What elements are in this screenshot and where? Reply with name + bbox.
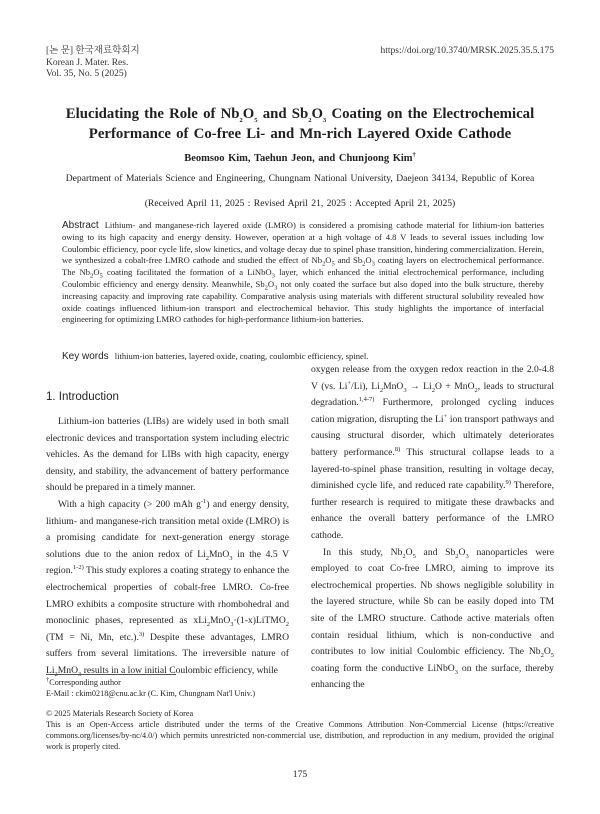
text: O	[543, 646, 551, 658]
subscript: 3	[465, 552, 469, 560]
footnote-mark: †	[46, 676, 50, 684]
subscript: 3	[274, 284, 278, 292]
subscript: 3	[371, 261, 375, 269]
text: With a high capacity (> 200 mAh g	[58, 498, 201, 510]
subscript: 3	[230, 621, 234, 629]
superscript: +	[347, 379, 352, 387]
journal-name-english: Korean J. Mater. Res.	[46, 57, 129, 68]
body-column-right	[311, 362, 554, 694]
text: and Sb	[415, 546, 456, 558]
superscript: +	[443, 412, 448, 420]
body-column-left	[46, 360, 289, 680]
subscript: 2	[540, 652, 544, 659]
abstract-text: O	[267, 278, 275, 289]
footnote-text: Corresponding author	[49, 678, 121, 687]
journal-header	[46, 46, 140, 81]
journal-name-korean: [논 문] 한국재료학회지	[46, 46, 140, 56]
text: results in a low initial Coulombic efficiency, while	[81, 664, 278, 676]
page-number: 175	[292, 769, 308, 780]
subscript: 5	[254, 116, 258, 124]
text: oxygen release from the oxygen redox reaction in the 2.0-4.8 V (vs. Li	[311, 364, 554, 392]
article-title	[40, 104, 560, 144]
abstract-text: coating facilitated the formation of a LiNbO	[102, 267, 272, 278]
text: → Li	[406, 380, 432, 392]
subscript: 3	[271, 272, 275, 280]
subscript: 5	[99, 272, 103, 280]
superscript: -1	[200, 497, 207, 505]
subscript: 2	[308, 116, 312, 124]
subscript: 2	[362, 261, 366, 269]
text: O + MnO	[434, 380, 475, 392]
text: in the 4.5 V region.	[46, 548, 289, 577]
subscript: 2	[264, 284, 268, 292]
subscript: 3	[454, 668, 458, 676]
copyright-line: © 2025 Materials Research Society of Korea	[46, 709, 194, 718]
abstract-text: not only coated the surface but also doped into the bulk structure, thereby increasing capacity and improving rate capability. Comparative analysis using materials with different structural solubility revealed how oxide coatings influenced lithium-ion transport and electrochemical behavior. This study highlights the importance of interfacial engineering for optimizing LMRO cathodes for high-performance lithium-ion batteries.	[62, 278, 544, 325]
abstract-text: coating layers on electrochemical performance. The Nb	[62, 255, 545, 278]
text: O	[405, 546, 413, 558]
abstract-text: and Sb	[334, 255, 363, 266]
subscript: 2	[239, 116, 243, 124]
text: ) and energy density, lithium- and manganese-rich transition metal oxide (LMRO) is a promising candidate for next-generation energy storage solutions due to the anion redox of Li	[46, 498, 289, 560]
received-dates: (Received April 11, 2025 : Revised April 21, 2025 : Accepted April 21, 2025)	[144, 198, 456, 209]
subscript: 2	[402, 552, 406, 560]
text: MnO	[210, 615, 231, 627]
subscript: 3	[229, 554, 233, 562]
text: This structural collapse leads to a layered-to-spinel phase transition, resulting in voltage decay, diminished cycle life, and reduced rate capability.	[311, 446, 554, 492]
corresponding-mark: †	[412, 151, 416, 159]
text: coating form the conductive LiNbO	[311, 662, 455, 674]
text: This study explores a coating strategy to enhance the electrochemical properties of cobalt-free LMRO. Co-free LMRO exhibits a composite structure with rhombohedral and monoclinic phases, represented as xLi	[46, 565, 289, 627]
text: ion transport pathways and causing structural disorder, which ultimately deteriorates battery performance.	[311, 413, 554, 458]
text: ·(1-x)LiTMO	[233, 615, 286, 627]
keywords-text: lithium-ion batteries, layered oxide, coating, coulombic efficiency, spinel.	[114, 351, 369, 361]
citation[interactable]: 9)	[505, 478, 511, 486]
text: Therefore, further research is required to mitigate these drawbacks and enhance the overall battery performance of the LMRO cathode.	[311, 480, 555, 541]
subscript: 2	[474, 386, 478, 394]
text: Despite these advantages, LMRO suffers from several limitations. The irreversible nature of Li	[46, 631, 289, 676]
text: /Li), Li	[351, 380, 380, 392]
text: O	[458, 546, 466, 558]
license-text: This is an Open-Access article distributed under the terms of the Creative Commons Attribution Non-Commercial License (https://creative commons.org/licenses/by-nc/4.0/) which permits unrestricted non-commercial use, distribution, and reproduction in any medium, provided the original work is properly cited.	[46, 720, 554, 751]
subscript: 2	[205, 554, 210, 562]
subscript: 3	[323, 116, 327, 124]
subscript: 2	[90, 272, 94, 280]
corresponding-email[interactable]: E-Mail : ckim0218@cnu.ac.kr (C. Kim, Chungnam Nat'l Univ.)	[46, 689, 256, 698]
title-text: O	[311, 106, 324, 122]
paragraph	[311, 545, 554, 694]
keywords-label: Key words	[62, 351, 109, 362]
subscript: 3	[403, 386, 407, 394]
copyright-notice	[46, 708, 554, 752]
subscript: 2	[54, 670, 58, 678]
paragraph: Lithium-ion batteries (LIBs) are widely used in both small electronic devices and transportation system including electric vehicles. As the demand for LIBs with high capacity, energy density, and stability, the advancement of battery performance should be prepared in a timely manner.	[46, 416, 289, 494]
subscript: 5	[550, 652, 554, 659]
paragraph	[311, 362, 554, 545]
footnote-divider	[46, 674, 176, 675]
text: MnO	[57, 664, 79, 676]
subscript: 2	[431, 386, 435, 394]
text: nanoparticles were employed to coat Co-free LMRO, aiming to improve its electrochemical properties. Nb shows negligible solubility in the layered structure, while Sb can be easily doped into TM site of the LMRO structure. Cathode active materials often contain residual lithium, which is non-conductive and contributes to low initial Coulombic efficiency. The Nb	[311, 546, 554, 658]
subscript: 2	[379, 386, 384, 394]
subscript: 2	[285, 621, 289, 629]
text: In this study, Nb	[323, 546, 403, 558]
subscript: 2	[206, 621, 211, 629]
abstract-text: O	[325, 255, 332, 266]
title-text: Elucidating the Role of Nb	[65, 106, 240, 122]
title-text: and Sb	[257, 106, 309, 122]
text: MnO	[209, 548, 230, 560]
subscript: 5	[412, 552, 416, 560]
text: on the surface, thereby enhancing the	[311, 662, 554, 691]
footnote	[46, 677, 255, 699]
subscript: 5	[331, 261, 335, 269]
title-text: Coating on the Electrochemical	[326, 106, 535, 122]
affiliation: Department of Materials Science and Engineering, Chungnam National University, Daejeon 34134, Republic of Korea	[65, 173, 535, 184]
citation[interactable]: 1-2)	[72, 564, 84, 572]
citation[interactable]: 3)	[138, 630, 145, 638]
citation[interactable]: 8)	[394, 445, 401, 453]
doi-link[interactable]: https://doi.org/10.3740/MRSK.2025.35.5.175	[380, 46, 554, 56]
text: MnO	[383, 380, 404, 392]
text: (TM = Ni, Mn, etc.).	[46, 631, 139, 643]
text: Furthermore, prolonged cycling induces cation migration, disrupting the Li	[311, 397, 554, 425]
paragraph	[46, 497, 289, 680]
abstract-text: Lithium- and manganese-rich layered oxide (LMRO) is considered a promising cathode material for lithium-ion batteries owing to its high capacity and energy density. However, operation at a high voltage of 4.8 V leads to several issues including low Coulombic efficiency, poor cycle life, slow kinetics, and voltage decay due to spinel phase transition, hindering commercialization. Herein, we synthesized a cobalt-free LMRO cathode and studied the effect of Nb	[62, 220, 544, 266]
abstract-text: O	[365, 255, 372, 266]
subscript: 3	[78, 670, 82, 678]
abstract-text: O	[93, 267, 100, 278]
abstract-text: layer, which enhanced the initial electrochemical performance, including Coulombic efficiency and energy density. Meanwhile, Sb	[62, 267, 544, 289]
citation[interactable]: 1,4-7)	[358, 396, 375, 403]
journal-volume: Vol. 35, No. 5 (2025)	[46, 69, 127, 79]
abstract-label: Abstract	[62, 220, 99, 231]
section-heading-introduction: 1. Introduction	[46, 391, 119, 403]
authors-text: Beomsoo Kim, Taehun Jeon, and Chunjoong Kim	[184, 153, 413, 164]
subscript: 2	[455, 552, 459, 560]
abstract	[62, 220, 544, 326]
title-line-2: Performance of Co-free Li- and Mn-rich Layered Oxide Cathode	[88, 126, 512, 142]
subscript: 2	[322, 261, 326, 269]
title-text: O	[242, 106, 255, 122]
text: , leads to structural degradation.	[311, 380, 555, 409]
author-list	[40, 153, 560, 164]
